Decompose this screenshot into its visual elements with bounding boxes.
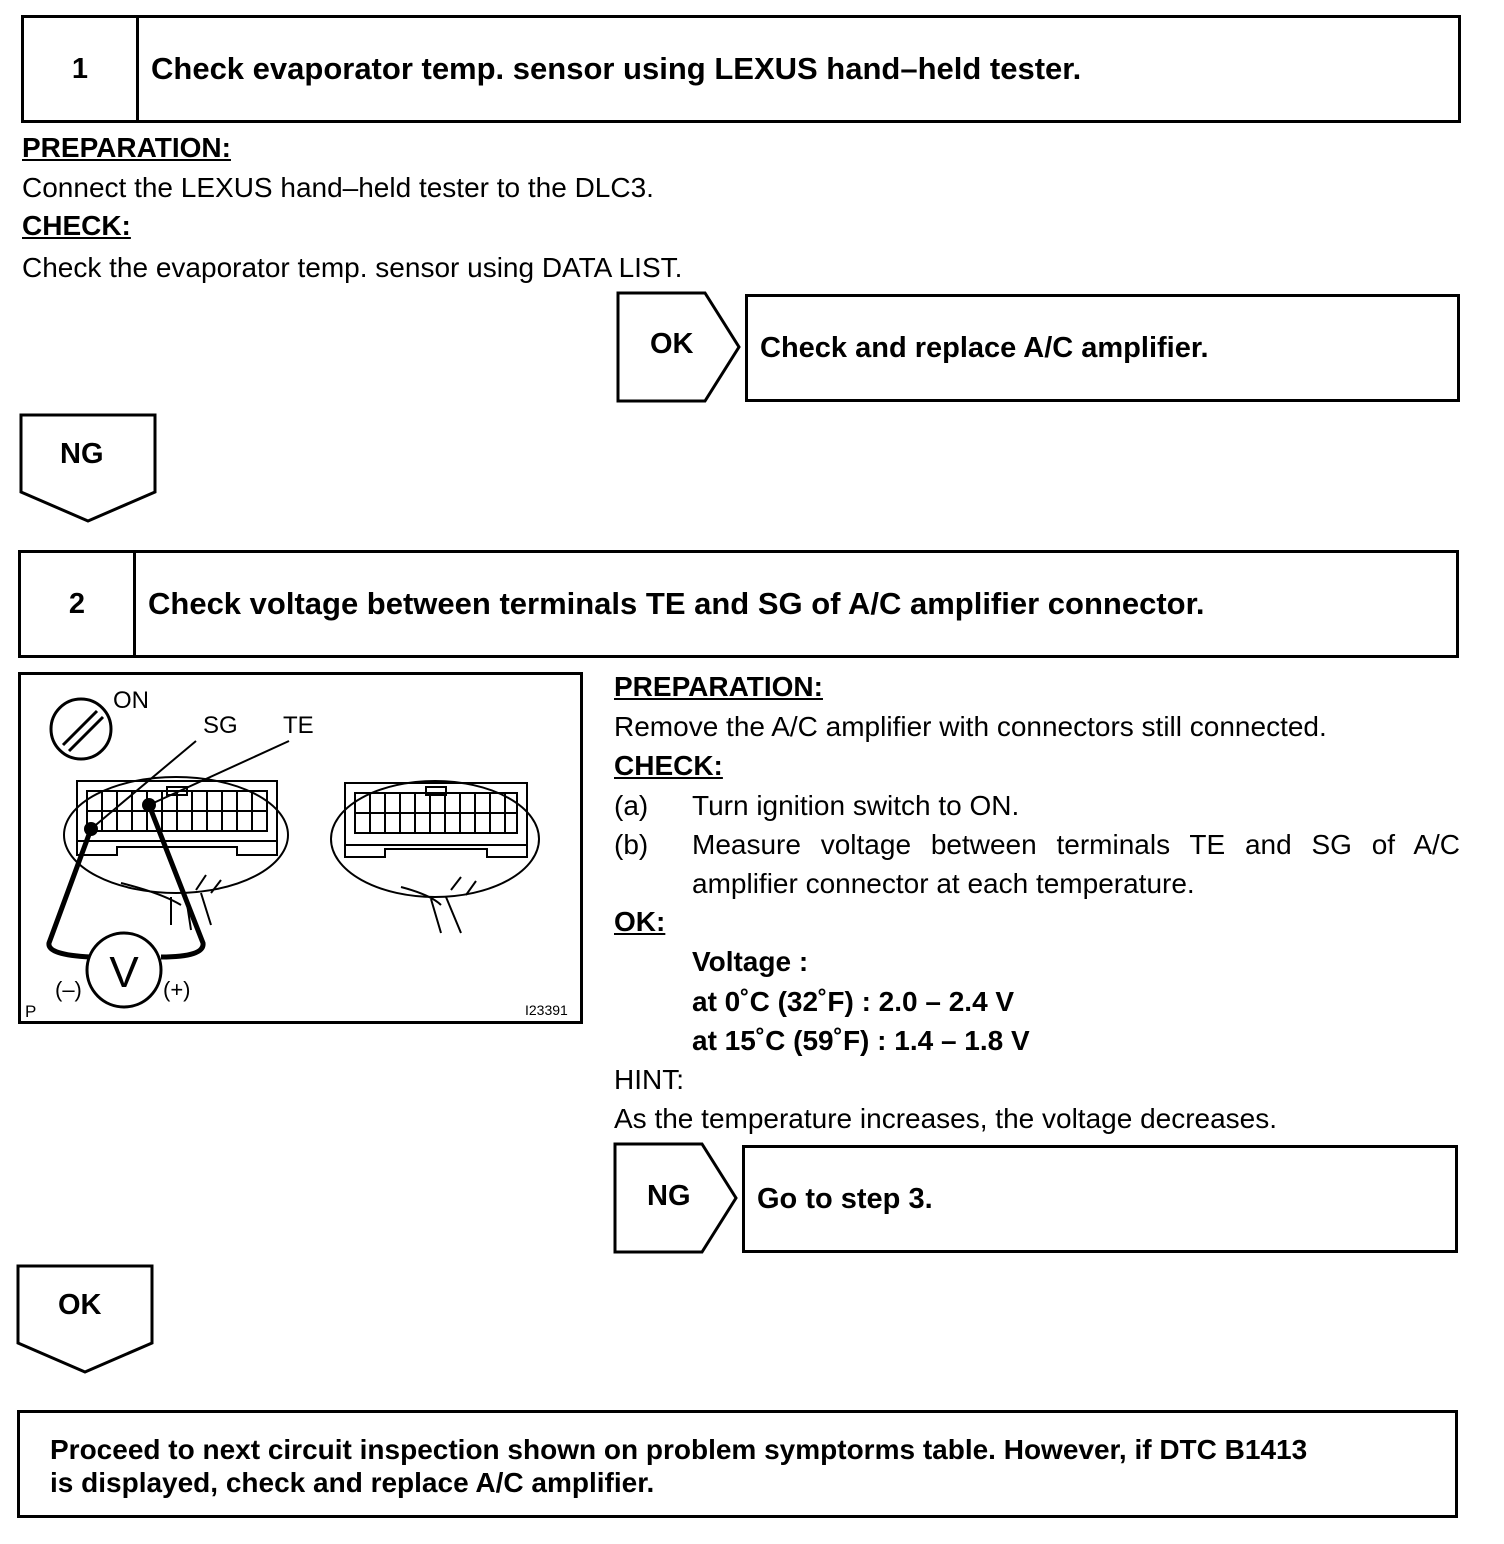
hint-text: As the temperature increases, the voltage decreases.: [614, 1103, 1278, 1134]
step2-check-heading: CHECK:: [614, 750, 723, 781]
step2-ok-heading: OK:: [614, 906, 666, 937]
connector-diagram: [21, 675, 580, 1021]
step2-preparation-text: Remove the A/C amplifier with connectors still connected.: [614, 711, 1327, 742]
step2-preparation-heading: PREPARATION:: [614, 671, 823, 702]
step2-title: Check voltage between terminals TE and SG of A/C amplifier connector.: [148, 586, 1205, 621]
check-item-a-label: (a): [614, 790, 649, 821]
label-plus: (+): [163, 977, 191, 1002]
final-line2: is displayed, check and replace A/C amplifier.: [50, 1467, 655, 1498]
step1-number: 1: [24, 18, 139, 120]
step1-ok-label: OK: [650, 328, 694, 360]
label-sg: SG: [203, 712, 238, 739]
step1-check-text: Check the evaporator temp. sensor using DATA LIST.: [22, 252, 683, 283]
check-item-b-line1: Measure voltage between terminals TE and SG of A/C: [692, 829, 1460, 860]
step1-check-heading: CHECK:: [22, 210, 131, 241]
right-connector-icon: [331, 781, 539, 933]
left-connector-icon: [64, 777, 288, 930]
label-minus: (–): [55, 977, 82, 1002]
hint-heading: HINT:: [614, 1064, 684, 1095]
step1-ok-result: Check and replace A/C amplifier.: [745, 294, 1460, 402]
step2-ng-result: Go to step 3.: [742, 1145, 1458, 1253]
spec-line-15c: at 15˚C (59˚F) : 1.4 – 1.8 V: [692, 1025, 1030, 1056]
label-p: P: [25, 1002, 37, 1021]
final-line1: Proceed to next circuit inspection shown on problem symptorms table. However, if DTC B1413: [50, 1434, 1308, 1465]
step2-ng-label: NG: [647, 1180, 691, 1212]
step1-preparation-heading: PREPARATION:: [22, 132, 231, 163]
check-item-b-label: (b): [614, 829, 649, 860]
label-on: ON: [113, 687, 149, 714]
connector-figure: [18, 672, 583, 1024]
step2-number: 2: [21, 553, 136, 655]
step1-ng-label: NG: [60, 438, 104, 470]
label-te: TE: [283, 712, 314, 739]
step2-ok-label: OK: [58, 1289, 102, 1321]
step1-header: [21, 15, 1461, 123]
check-item-a-text: Turn ignition switch to ON.: [692, 790, 1020, 821]
check-item-b-line2: amplifier connector at each temperature.: [692, 868, 1195, 899]
spec-title: Voltage :: [692, 946, 809, 977]
step2-header: [18, 550, 1459, 658]
figure-id: I23391: [525, 1002, 568, 1018]
label-v: V: [109, 948, 139, 997]
step1-preparation-text: Connect the LEXUS hand–held tester to the DLC3.: [22, 172, 654, 203]
step1-title: Check evaporator temp. sensor using LEXUS hand–held tester.: [151, 51, 1082, 86]
spec-line-0c: at 0˚C (32˚F) : 2.0 – 2.4 V: [692, 986, 1015, 1017]
final-instruction-box: [17, 1410, 1458, 1518]
